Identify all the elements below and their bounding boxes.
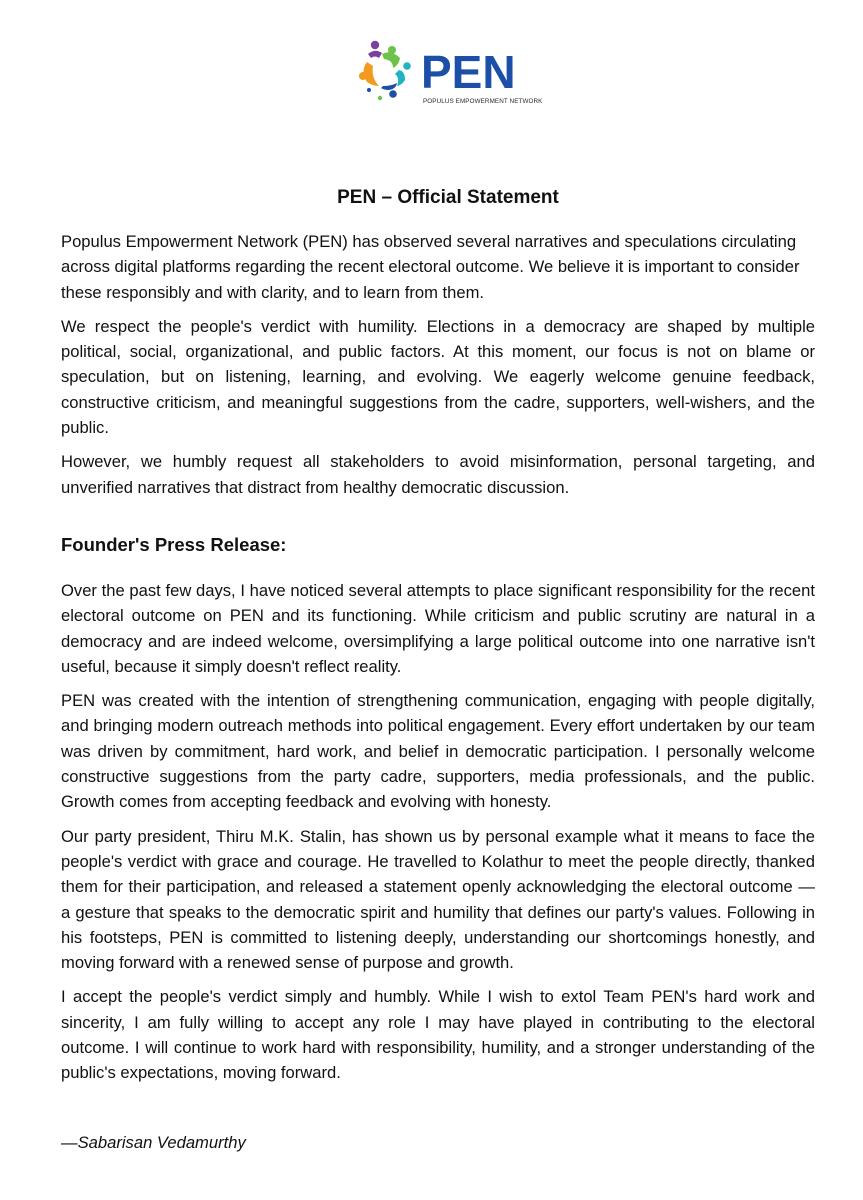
pen-logo-mark-icon	[355, 38, 421, 104]
statement-paragraph: However, we humbly request all stakeholders to avoid misinformation, personal targeting, and unverified narratives that distract from healthy democratic discussion.	[61, 452, 815, 497]
press-release-paragraph: Our party president, Thiru M.K. Stalin, has shown us by personal example what it means to face the people's verdict with grace and courage. He travelled to Kolathur to meet the people directly, thanked them for their participation, and released a statement openly acknowledging the electoral outcome — a gesture that speaks to the democratic spirit and humility that defines our party's values. Following in his footsteps, PEN is committed to listening deeply, understanding our shortcomings honestly, and moving forward with a renewed sense of purpose and growth.	[61, 826, 815, 973]
logo-wordmark: PEN	[421, 46, 516, 98]
statement-title: PEN – Official Statement	[337, 187, 559, 208]
press-release-paragraph: I accept the people's verdict simply and humbly. While I wish to extol Team PEN's hard work and sincerity, I am fully willing to accept any role I may have played in contributing to the electoral outcome. I will continue to work hard with responsibility, humility, and a stronger understanding of the public's expectations, moving forward.	[61, 987, 815, 1083]
logo-subtitle: POPULUS EMPOWERMENT NETWORK	[423, 98, 543, 105]
press-release-heading: Founder's Press Release:	[61, 533, 287, 555]
statement-paragraph: We respect the people's verdict with humility. Elections in a democracy are shaped by multiple political, social, organizational, and public factors. At this moment, our focus is not on blame or speculation, but on listening, learning, and evolving. We eagerly welcome genuine feedback, constructive criticism, and meaningful suggestions from the cadre, supporters, well-wishers, and the public.	[61, 316, 815, 438]
signature: —Sabarisan Vedamurthy	[61, 1132, 246, 1152]
document-body	[61, 185, 815, 1155]
statement-paragraph: Populus Empowerment Network (PEN) has observed several narratives and speculations circulating across digital platforms regarding the recent electoral outcome. We believe it is important to consider these responsibly and with clarity, and to learn from them.	[61, 232, 800, 302]
pen-logo	[355, 38, 543, 110]
press-release-paragraph: PEN was created with the intention of strengthening communication, engaging with people digitally, and bringing modern outreach methods into political engagement. Every effort undertaken by our team was driven by commitment, hard work, and belief in democratic participation. I personally welcome constructive suggestions from the party cadre, supporters, media professionals, and the public. Growth comes from accepting feedback and evolving with honesty.	[61, 691, 815, 812]
press-release-paragraph: Over the past few days, I have noticed several attempts to place significant responsibility for the recent electoral outcome on PEN and its functioning. While criticism and public scrutiny are natural in a democracy and are indeed welcome, oversimplifying a large political outcome into one narrative isn't useful, because it simply doesn't reflect reality.	[61, 580, 815, 676]
